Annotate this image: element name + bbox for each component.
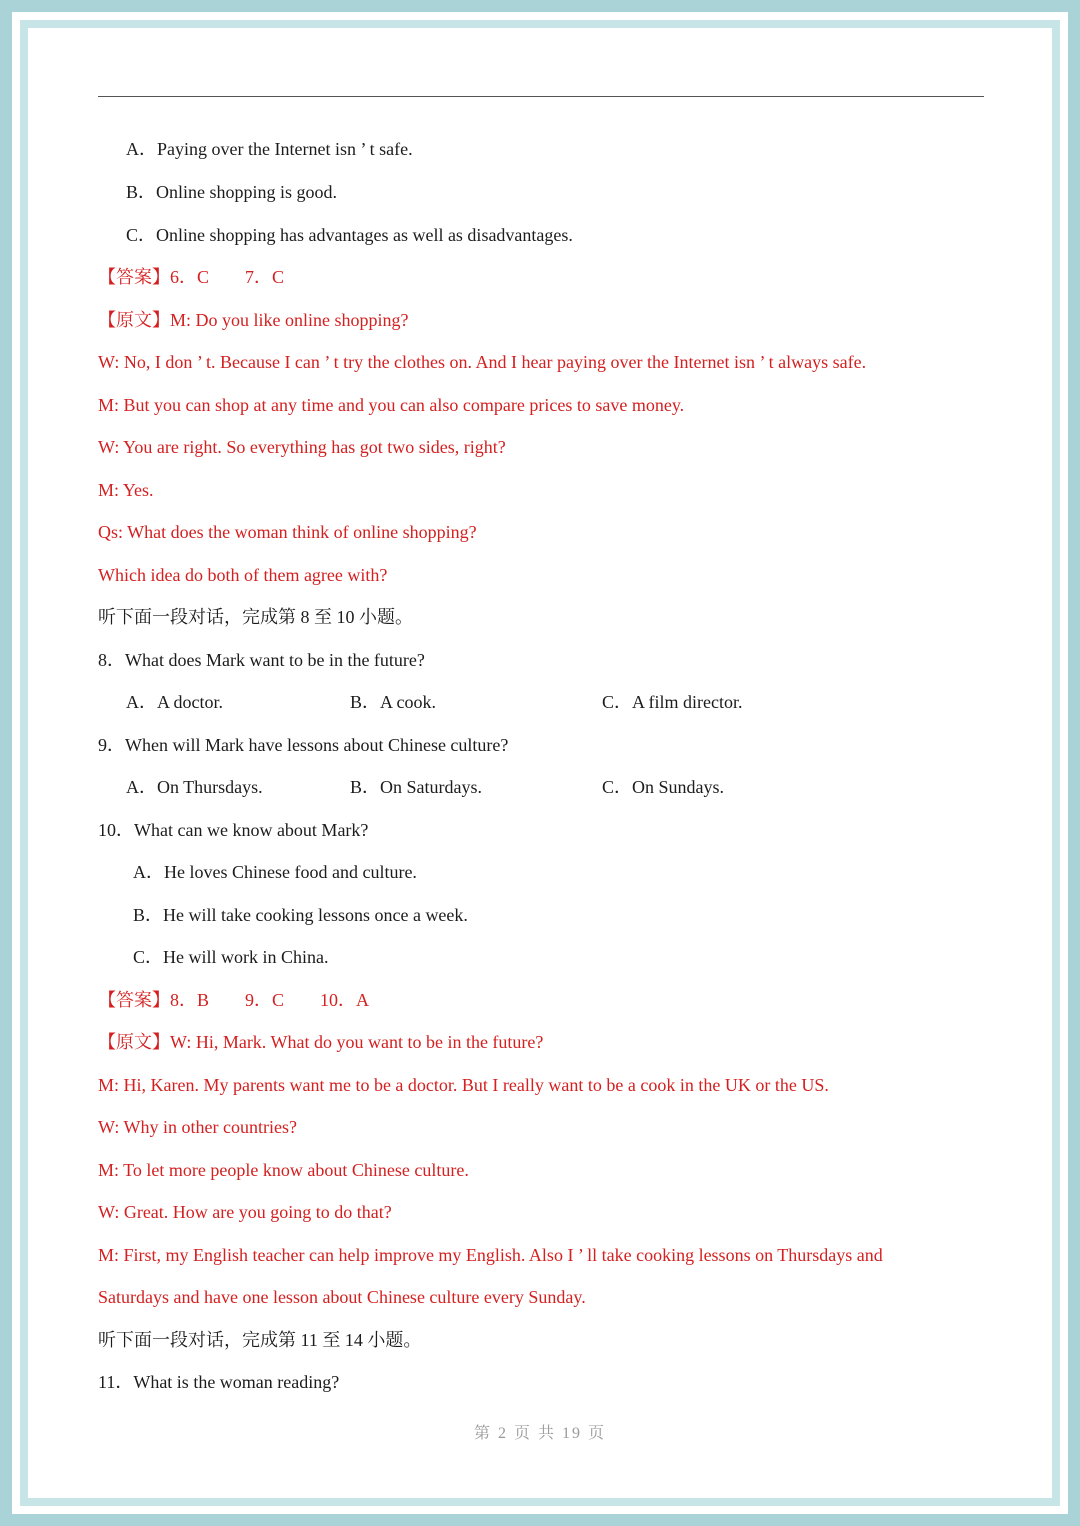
q8-option-c: C．A film director. [602, 692, 743, 712]
instruction-11-14: 听下面一段对话，完成第 11 至 14 小题。 [98, 1330, 422, 1350]
answer-10: 10．A [320, 990, 370, 1010]
header-rule [98, 96, 984, 97]
transcript1-line: W: No, I don ’ t. Because I can ’ t try the clothes on. And I hear paying over the Internet isn ’ t always safe. [98, 352, 867, 372]
q10-option-a: A．He loves Chinese food and culture. [133, 862, 417, 882]
answer-tag: 【答案】 [98, 990, 170, 1010]
transcript1-line: Which idea do both of them agree with? [98, 565, 388, 585]
answer-7: 7．C [245, 267, 285, 287]
instruction-8-10: 听下面一段对话，完成第 8 至 10 小题。 [98, 607, 413, 627]
q8-option-b: B．A cook. [350, 692, 437, 712]
transcript2-line: M: Hi, Karen. My parents want me to be a doctor. But I really want to be a cook in the UK or the US. [98, 1075, 829, 1095]
q10-option-c: C．He will work in China. [133, 947, 329, 967]
transcript2-line: 【原文】W: Hi, Mark. What do you want to be in the future? [98, 1032, 544, 1052]
q9-option-c: C．On Sundays. [602, 777, 725, 797]
q9-option-a: A．On Thursdays. [126, 777, 263, 797]
answer-9: 9．C [245, 990, 285, 1010]
answer-line-1 [98, 265, 284, 289]
transcript2-line: W: Why in other countries? [98, 1117, 297, 1137]
q10-stem: 10．What can we know about Mark? [98, 820, 369, 840]
q10-option-b: B．He will take cooking lessons once a week. [133, 905, 468, 925]
q11-stem: 11．What is the woman reading? [98, 1372, 340, 1392]
transcript2-line: W: Great. How are you going to do that? [98, 1202, 392, 1222]
q8-option-a: A．A doctor. [126, 692, 223, 712]
answer-6: 6．C [170, 267, 210, 287]
q8-stem: 8．What does Mark want to be in the future? [98, 650, 425, 670]
q7-option-b: B．Online shopping is good. [126, 182, 338, 202]
q9-stem: 9．When will Mark have lessons about Chinese culture? [98, 735, 509, 755]
transcript1-line: 【原文】M: Do you like online shopping? [98, 310, 409, 330]
transcript2-line: Saturdays and have one lesson about Chinese culture every Sunday. [98, 1287, 586, 1307]
q7-option-a: A．Paying over the Internet isn ’ t safe. [126, 139, 413, 159]
transcript1-line: M: Yes. [98, 480, 154, 500]
transcript2-line: M: First, my English teacher can help improve my English. Also I ’ ll take cooking lessons on Thursdays and [98, 1245, 883, 1265]
answer-8: 8．B [170, 990, 210, 1010]
transcript1-line: W: You are right. So everything has got two sides, right? [98, 437, 506, 457]
transcript2-line: M: To let more people know about Chinese culture. [98, 1160, 469, 1180]
q7-option-c: C．Online shopping has advantages as well as disadvantages. [126, 225, 573, 245]
page-number: 第 2 页 共 19 页 [473, 1425, 606, 1442]
answer-tag: 【答案】 [98, 267, 170, 287]
transcript1-line: M: But you can shop at any time and you can also compare prices to save money. [98, 395, 685, 415]
transcript1-line: Qs: What does the woman think of online shopping? [98, 522, 477, 542]
answer-line-2 [98, 988, 369, 1012]
q9-option-b: B．On Saturdays. [350, 777, 482, 797]
